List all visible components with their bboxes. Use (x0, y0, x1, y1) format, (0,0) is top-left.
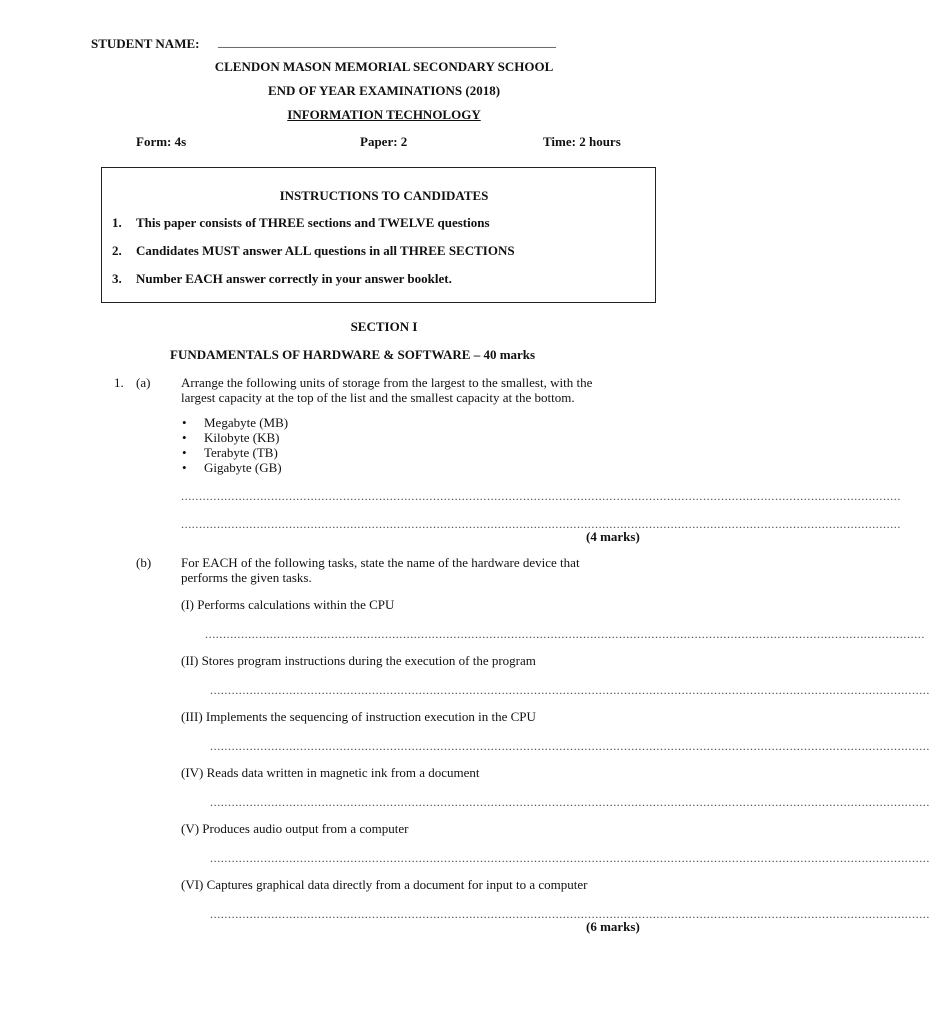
instruction-number: 1. (112, 215, 122, 230)
task-item: (V) Produces audio output from a computer (181, 821, 409, 836)
task-item: (VI) Captures graphical data directly from a document for input to a computer (181, 877, 588, 892)
part-b-text-line1: For EACH of the following tasks, state the name of the hardware device that (181, 555, 580, 570)
subject-title: INFORMATION TECHNOLOGY (287, 107, 481, 122)
marks-label: (6 marks) (586, 919, 640, 934)
paper-label: Paper: 2 (360, 134, 408, 149)
answer-line[interactable]: ........................................................................................................................................................................................................ (210, 851, 930, 865)
answer-line[interactable]: ........................................................................................................................................................................................................ (210, 795, 930, 809)
instruction-text: Number EACH answer correctly in your answer booklet. (136, 271, 452, 286)
answer-line[interactable]: ........................................................................................................................................................................................................ (181, 517, 901, 531)
bullet-icon: • (182, 460, 187, 475)
exam-title: END OF YEAR EXAMINATIONS (2018) (267, 83, 501, 98)
part-a-text-line1: Arrange the following units of storage from the largest to the smallest, with the (181, 375, 593, 390)
part-a-text-line2: largest capacity at the top of the list and the smallest capacity at the bottom. (181, 390, 575, 405)
bullet-item (182, 430, 279, 446)
instruction-text: This paper consists of THREE sections and TWELVE questions (136, 215, 490, 230)
answer-line[interactable]: ........................................................................................................................................................................................................ (210, 907, 930, 921)
answer-line[interactable]: ........................................................................................................................................................................................................ (210, 739, 930, 753)
part-a-label: (a) (136, 375, 151, 390)
bullet-icon: • (182, 415, 187, 430)
task-item: (I) Performs calculations within the CPU (181, 597, 395, 612)
answer-line[interactable]: ........................................................................................................................................................................................................ (205, 627, 925, 641)
time-label: Time: 2 hours (543, 134, 621, 149)
part-b-label: (b) (136, 555, 152, 570)
task-item: (IV) Reads data written in magnetic ink from a document (181, 765, 480, 780)
instructions-title: INSTRUCTIONS TO CANDIDATES (279, 188, 489, 203)
bullet-icon: • (182, 430, 187, 445)
bullet-item (182, 445, 278, 461)
school-name: CLENDON MASON MEMORIAL SECONDARY SCHOOL (214, 59, 554, 74)
bullet-item (182, 460, 282, 476)
instruction-number: 3. (112, 271, 122, 286)
student-name-line: ____________________________________________________ (218, 34, 556, 49)
student-name-label: STUDENT NAME: (91, 36, 200, 51)
task-item: (II) Stores program instructions during the execution of the program (181, 653, 536, 668)
bullet-text: Megabyte (MB) (204, 415, 289, 430)
answer-line[interactable]: ........................................................................................................................................................................................................ (210, 683, 930, 697)
instruction-text: Candidates MUST answer ALL questions in all THREE SECTIONS (136, 243, 515, 258)
instruction-number: 2. (112, 243, 122, 258)
question-number: 1. (114, 375, 124, 390)
bullet-text: Gigabyte (GB) (204, 460, 282, 475)
form-label: Form: 4s (136, 134, 187, 149)
part-b-text-line2: performs the given tasks. (181, 570, 312, 585)
bullet-text: Terabyte (TB) (204, 445, 278, 460)
section-title: SECTION I (350, 319, 418, 334)
bullet-icon: • (182, 445, 187, 460)
marks-label: (4 marks) (586, 529, 640, 544)
section-subtitle: FUNDAMENTALS OF HARDWARE & SOFTWARE – 40 marks (170, 347, 536, 362)
bullet-text: Kilobyte (KB) (204, 430, 280, 445)
task-item: (III) Implements the sequencing of instruction execution in the CPU (181, 709, 536, 724)
bullet-item (182, 415, 288, 431)
answer-line[interactable]: ........................................................................................................................................................................................................ (181, 489, 901, 503)
